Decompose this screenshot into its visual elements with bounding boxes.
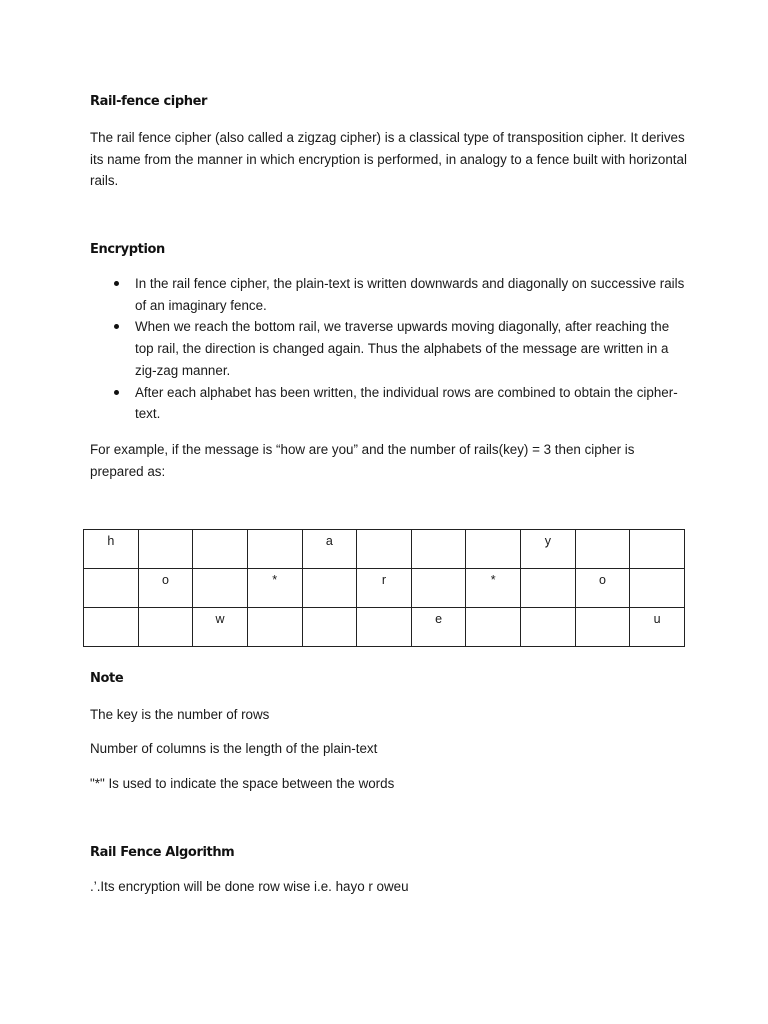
table-cell: [466, 530, 521, 569]
table-row: [84, 530, 685, 569]
table-cell: e: [411, 608, 466, 647]
table-cell: [138, 608, 193, 647]
example-paragraph: For example, if the message is “how are you” and the number of rails(key) = 3 then cipher is prepared as:: [90, 442, 635, 479]
bullet-item: When we reach the bottom rail, we traverse upwards moving diagonally, after reaching the top rail, the direction is changed again. Thus the alphabets of the message are written in a zig-zag manner.: [90, 316, 690, 381]
table-cell: [84, 569, 139, 608]
table-cell: [357, 608, 412, 647]
table-cell: r: [357, 569, 412, 608]
table-cell: [575, 608, 630, 647]
table-cell: [521, 569, 576, 608]
bullet-item: After each alphabet has been written, the individual rows are combined to obtain the cipher-text.: [90, 382, 690, 425]
table-cell: y: [521, 530, 576, 569]
table-cell: [247, 608, 302, 647]
bullet-item: In the rail fence cipher, the plain-text is written downwards and diagonally on successive rails of an imaginary fence.: [90, 273, 690, 316]
encryption-heading: Encryption: [90, 242, 165, 257]
table-cell: [84, 608, 139, 647]
table-cell: o: [138, 569, 193, 608]
note-heading: Note: [90, 671, 124, 686]
table-cell: u: [630, 608, 685, 647]
table-cell: [411, 569, 466, 608]
table-cell: [575, 530, 630, 569]
note-line-columns: Number of columns is the length of the plain-text: [90, 741, 378, 756]
table-cell: [411, 530, 466, 569]
rail-fence-table: [83, 529, 685, 647]
table-cell: [193, 530, 248, 569]
table-cell: *: [247, 569, 302, 608]
table-cell: h: [84, 530, 139, 569]
table-cell: [193, 569, 248, 608]
table-cell: [302, 569, 357, 608]
page-title: Rail-fence cipher: [90, 94, 208, 109]
note-line-asterisk: "*" Is used to indicate the space between the words: [90, 776, 395, 791]
table-cell: o: [575, 569, 630, 608]
table-cell: *: [466, 569, 521, 608]
encryption-bullet-list: [90, 273, 690, 425]
table-cell: [521, 608, 576, 647]
table-cell: a: [302, 530, 357, 569]
table-cell: [247, 530, 302, 569]
algorithm-text: .’.Its encryption will be done row wise i.e. hayo r oweu: [90, 879, 409, 894]
note-line-key: The key is the number of rows: [90, 707, 270, 722]
algorithm-heading: Rail Fence Algorithm: [90, 845, 235, 860]
table-cell: [138, 530, 193, 569]
table-cell: [357, 530, 412, 569]
table-row: [84, 569, 685, 608]
table-cell: [630, 530, 685, 569]
table-cell: [466, 608, 521, 647]
table-cell: w: [193, 608, 248, 647]
table-row: [84, 608, 685, 647]
intro-paragraph: The rail fence cipher (also called a zigzag cipher) is a classical type of transposition cipher. It derives its name from the manner in which encryption is performed, in analogy to a fence built with horizontal rails.: [90, 130, 687, 189]
table-cell: [302, 608, 357, 647]
table-cell: [630, 569, 685, 608]
